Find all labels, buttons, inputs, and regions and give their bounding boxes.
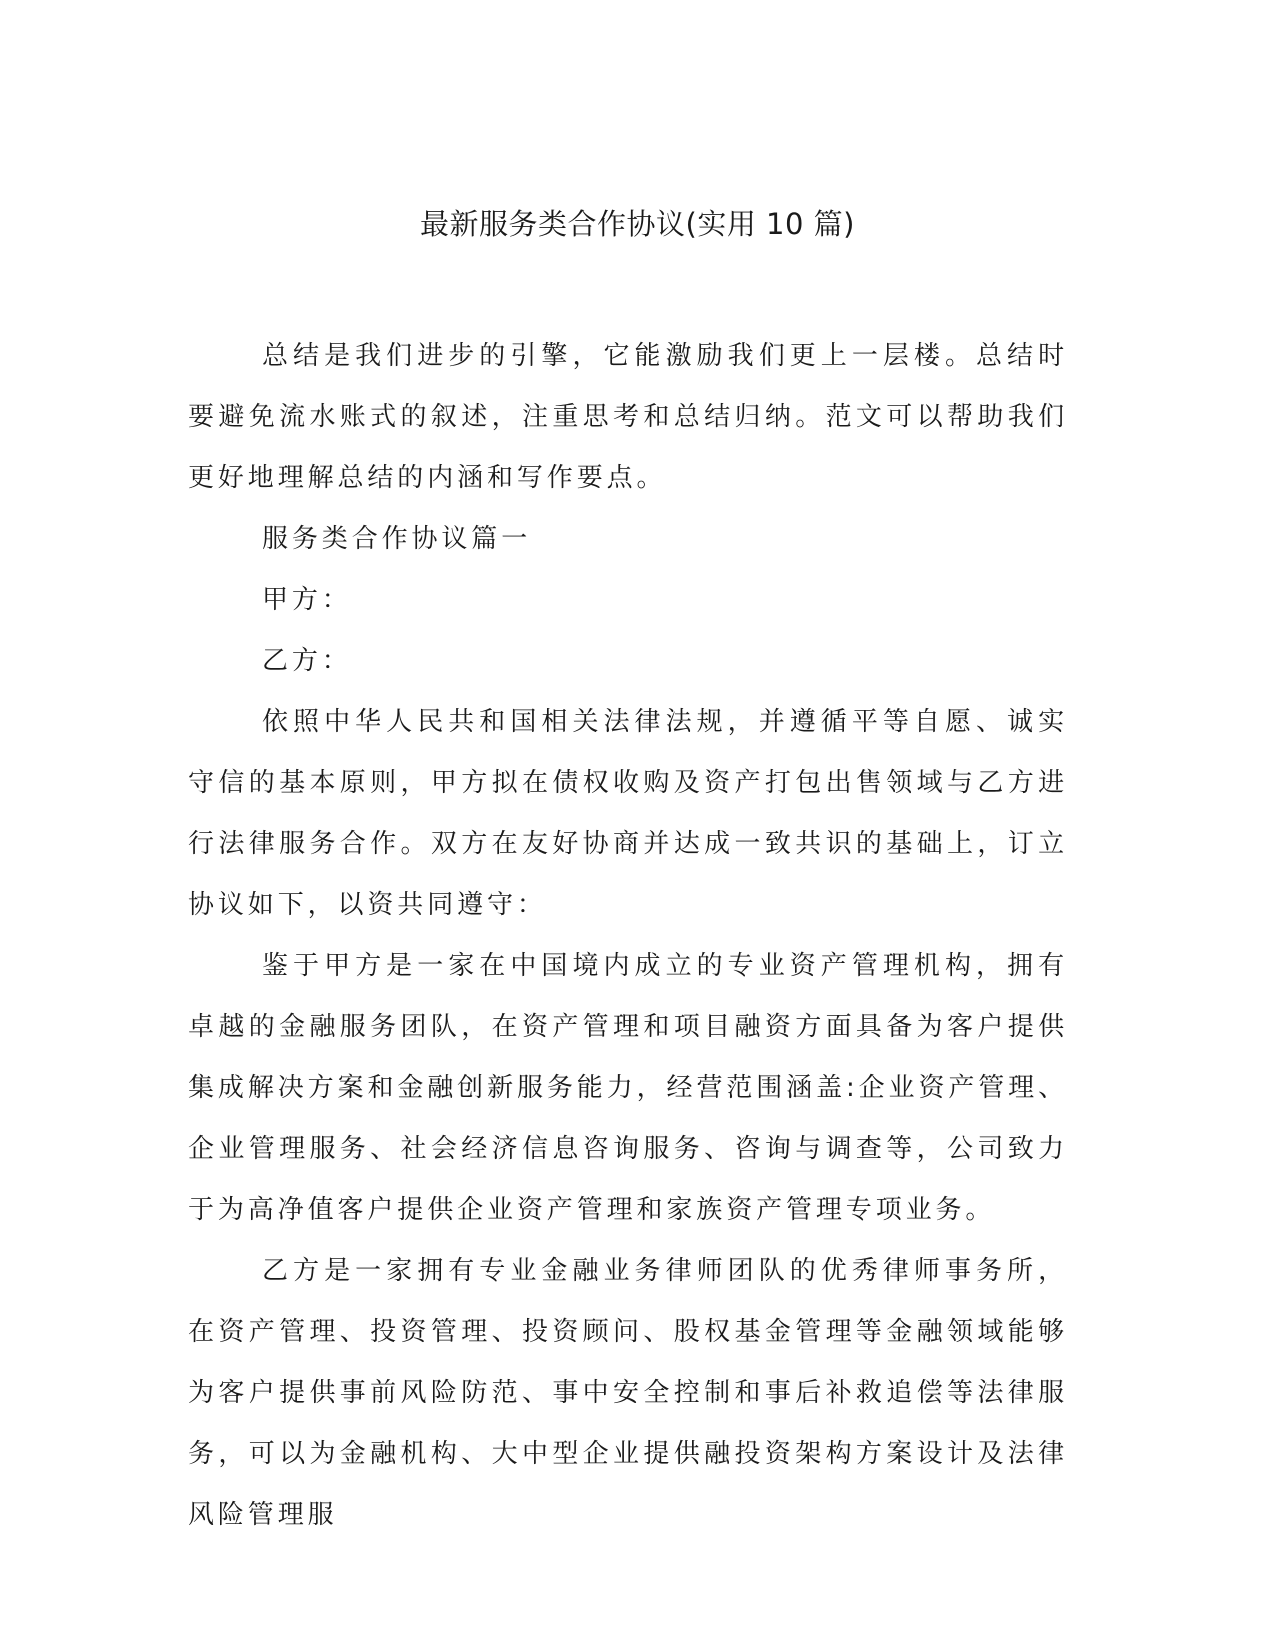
document-title: 最新服务类合作协议(实用 10 篇) <box>420 207 855 241</box>
intro-paragraph: 总结是我们进步的引擎，它能激励我们更上一层楼。总结时要避免流水账式的叙述，注重思考和总结归纳。范文可以帮助我们更好地理解总结的内涵和写作要点。 <box>188 341 1068 493</box>
party-a-description-paragraph: 鉴于甲方是一家在中国境内成立的专业资产管理机构，拥有卓越的金融服务团队，在资产管理和项目融资方面具备为客户提供集成解决方案和金融创新服务能力，经营范围涵盖:企业资产管理、企业管理服务、社会经济信息咨询服务、咨询与调查等，公司致力于为高净值客户提供企业资产管理和家族资产管理专项业务。 <box>188 951 1068 1225</box>
party-b-description-paragraph: 乙方是一家拥有专业金融业务律师团队的优秀律师事务所，在资产管理、投资管理、投资顾问、股权基金管理等金融领域能够为客户提供事前风险防范、事中安全控制和事后补救追偿等法律服务，可以为金融机构、大中型企业提供融投资架构方案设计及法律风险管理服 <box>188 1256 1068 1530</box>
document-body <box>188 326 1068 1546</box>
party-a-line: 甲方： <box>262 585 352 615</box>
party-b-line: 乙方： <box>262 646 352 676</box>
section-heading: 服务类合作协议篇一 <box>262 524 532 554</box>
preamble-paragraph: 依照中华人民共和国相关法律法规，并遵循平等自愿、诚实守信的基本原则，甲方拟在债权收购及资产打包出售领域与乙方进行法律服务合作。双方在友好协商并达成一致共识的基础上，订立协议如下，以资共同遵守： <box>188 707 1068 920</box>
